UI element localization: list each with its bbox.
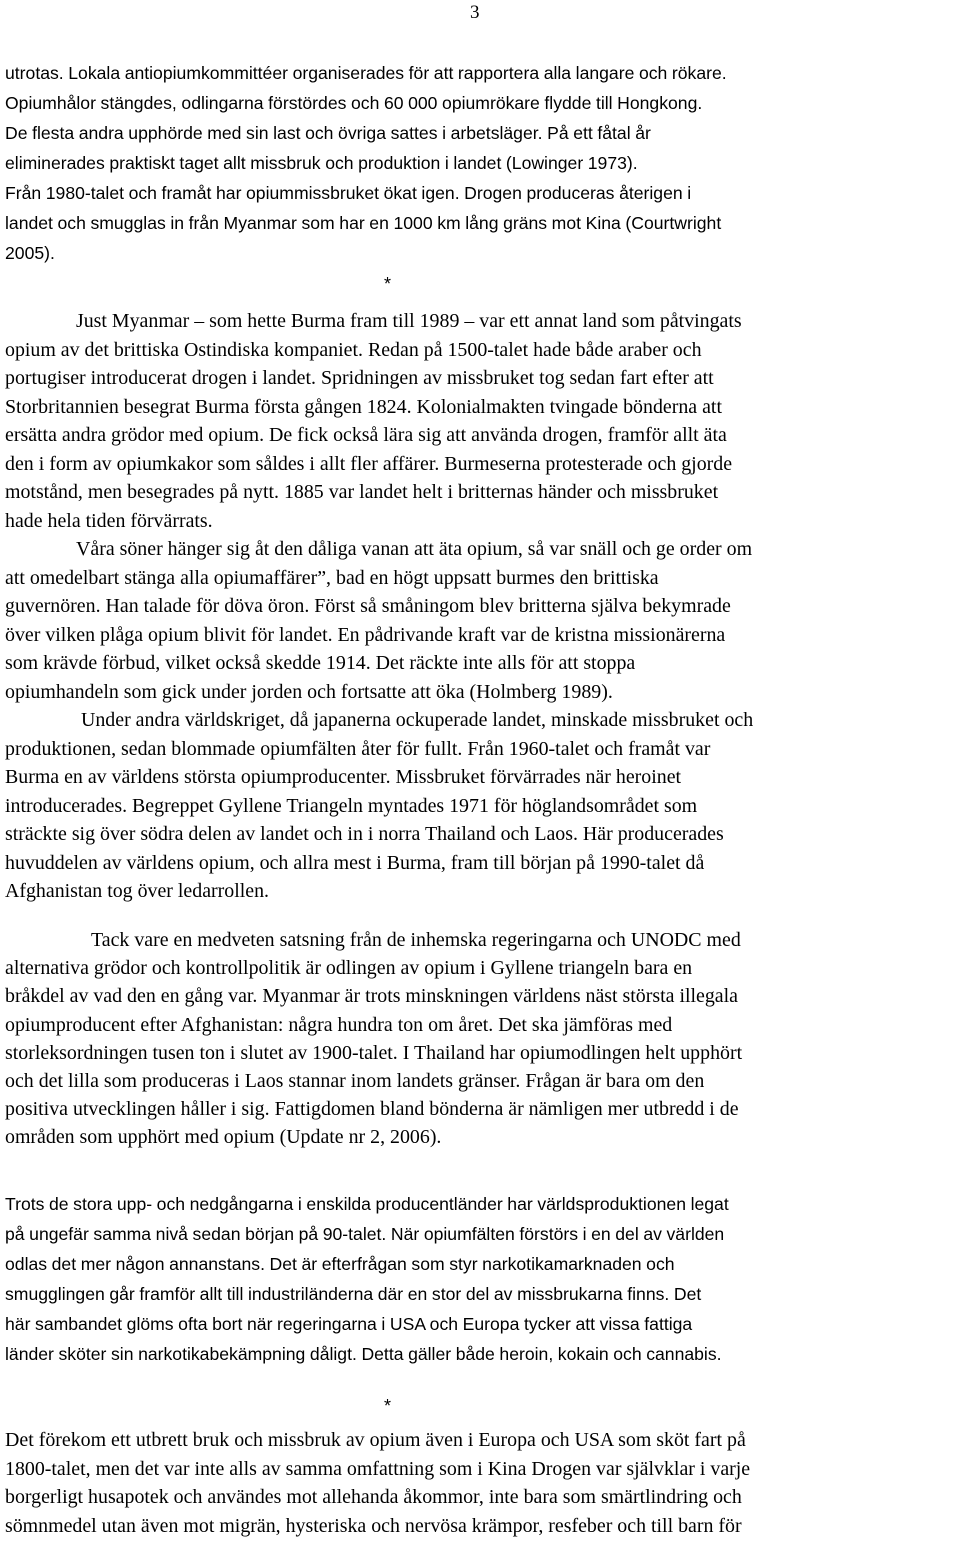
- text-line: Trots de stora upp- och nedgångarna i enskilda producentländer har världsproduktionen legat: [5, 1194, 729, 1214]
- text-line: och det lilla som produceras i Laos stannar inom landets gränser. Frågan är bara om den: [5, 1070, 705, 1093]
- page-number: 3: [470, 2, 480, 23]
- text-line: Opiumhålor stängdes, odlingarna förstördes och 60 000 opiumrökare flydde till Hongkong.: [5, 93, 703, 113]
- text-line: Just Myanmar – som hette Burma fram till 1989 – var ett annat land som påtvingats: [76, 310, 742, 332]
- text-line: Afghanistan tog över ledarrollen.: [5, 880, 270, 902]
- text-line: som krävde förbud, vilket också skedde 1914. Det räckte inte alls för att stoppa: [5, 652, 636, 674]
- text-line: motstånd, men besegrades på nytt. 1885 var landet helt i britternas händer och missbruket: [5, 481, 719, 503]
- text-line: på ungefär samma nivå sedan början på 90-talet. När opiumfälten förstörs i en del av världen: [5, 1224, 725, 1244]
- text-line: Det förekom ett utbrett bruk och missbruk av opium även i Europa och USA som sköt fart på: [5, 1429, 746, 1451]
- paragraph-unodc: [5, 926, 955, 1152]
- text-line: alternativa grödor och kontrollpolitik är odlingen av opium i Gyllene triangeln bara en: [5, 957, 693, 980]
- text-line: eliminerades praktiskt taget allt missbruk och produktion i landet (Lowinger 1973).: [5, 153, 638, 173]
- text-line: positiva utvecklingen håller i sig. Fattigdomen bland bönderna är nämligen mer utbredd i de: [5, 1098, 739, 1121]
- paragraph-world-war: [5, 706, 955, 906]
- text-line: 1800-talet, men det var inte alls av samma omfattning som i Kina Drogen var självklar i varje: [5, 1457, 751, 1480]
- paragraph-myanmar: [5, 307, 955, 535]
- text-line: sömnmedel utan även mot migrän, hysteriska och nervösa krämpor, resfeber och till barn för: [5, 1514, 742, 1537]
- paragraph-world-production: [5, 1189, 955, 1369]
- text-line: landet och smugglas in från Myanmar som har en 1000 km lång gräns mot Kina (Courtwright: [5, 213, 722, 233]
- text-line: över vilken plåga opium blivit för landet. En pådrivande kraft var de kristna missionärerna: [5, 623, 726, 646]
- text-line: utrotas. Lokala antiopiumkommittéer organiserades för att rapportera alla langare och rökare.: [5, 63, 727, 83]
- paragraph-europe-usa: [5, 1426, 955, 1540]
- text-line: guvernören. Han talade för döva öron. Först så småningom blev britterna själva bekymrade: [5, 595, 731, 617]
- text-line: introducerades. Begreppet Gyllene Triangeln myntades 1971 för höglandsområdet som: [5, 794, 698, 817]
- text-line: huvuddelen av världens opium, och allra mest i Burma, fram till början på 1990-talet då: [5, 851, 705, 874]
- text-line: Under andra världskriget, då japanerna ockuperade landet, minskade missbruket och: [81, 709, 754, 731]
- text-line: Tack vare en medveten satsning från de inhemska regeringarna och UNODC med: [91, 929, 741, 951]
- text-line: portugiser introducerat drogen i landet. Spridningen av missbruket tog sedan fart efter att: [5, 367, 714, 389]
- text-line: sträckte sig över södra delen av landet och in i norra Thailand och Laos. Här producerades: [5, 823, 724, 845]
- text-line: opium av det brittiska Ostindiska kompaniet. Redan på 1500-talet hade både araber och: [5, 338, 702, 361]
- text-line: den i form av opiumkakor som såldes i allt fler affärer. Burmeserna protesterade och gjorde: [5, 452, 733, 475]
- text-line: hade hela tiden förvärrats.: [5, 509, 213, 532]
- text-line: ersätta andra grödor med opium. De fick också lära sig att använda drogen, framför allt äta: [5, 424, 727, 446]
- text-line: här sambandet glöms ofta bort när regeringarna i USA och Europa tycker att vissa fattiga: [5, 1314, 693, 1334]
- text-line: Våra söner hänger sig åt den dåliga vanan att äta opium, så var snäll och ge order om: [76, 538, 753, 560]
- paragraph-intro: [5, 58, 955, 268]
- text-line: borgerligt husapotek och användes mot allehanda åkommor, inte bara som smärtlindring och: [5, 1486, 742, 1508]
- text-line: odlas det mer någon annanstans. Det är efterfrågan som styr narkotikamarknaden och: [5, 1254, 675, 1274]
- text-line: Storbritannien besegrat Burma första gången 1824. Kolonialmakten tvingade bönderna att: [5, 395, 722, 418]
- text-line: Burma en av världens största opiumproducenter. Missbruket förvärrades när heroinet: [5, 766, 682, 788]
- paragraph-quote: [5, 535, 955, 706]
- text-line: bråkdel av vad den en gång var. Myanmar är trots minskningen världens näst största illegala: [5, 985, 738, 1008]
- text-line: smugglingen går framför allt till industriländerna där en stor del av missbrukarna finns. Det: [5, 1284, 702, 1304]
- section-separator: *: [384, 1396, 392, 1416]
- text-line: 2005).: [5, 243, 55, 263]
- text-line: länder sköter sin narkotikabekämpning dåligt. Detta gäller både heroin, kokain och cannabis.: [5, 1344, 722, 1364]
- text-line: att omedelbart stänga alla opiumaffärer”, bad en högt uppsatt burmes den brittiska: [5, 566, 659, 589]
- text-line: De flesta andra upphörde med sin last och övriga sattes i arbetsläger. På ett fåtal år: [5, 123, 651, 143]
- text-line: områden som upphört med opium (Update nr 2, 2006).: [5, 1126, 442, 1149]
- text-line: opiumproducent efter Afghanistan: några hundra ton om året. Det ska jämföras med: [5, 1013, 673, 1036]
- text-line: opiumhandeln som gick under jorden och fortsatte att öka (Holmberg 1989).: [5, 680, 613, 703]
- section-separator: *: [384, 274, 392, 294]
- text-line: storleksordningen tusen ton i slutet av 1900-talet. I Thailand har opiumodlingen helt upphört: [5, 1041, 743, 1064]
- text-line: Från 1980-talet och framåt har opiummissbruket ökat igen. Drogen produceras återigen i: [5, 183, 692, 203]
- text-line: produktionen, sedan blommade opiumfälten åter för fullt. Från 1960-talet och framåt var: [5, 737, 711, 760]
